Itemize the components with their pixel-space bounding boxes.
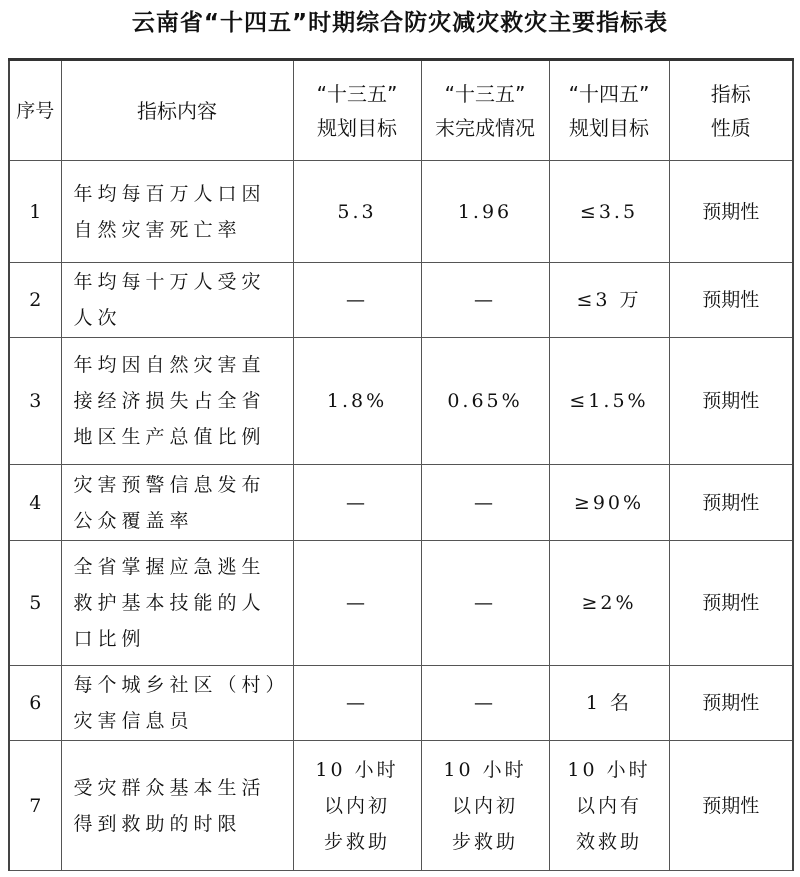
cell-line: 年均因自然灾害直: [73, 354, 266, 376]
cell-content: [61, 541, 293, 666]
cell-line: 10 小时: [443, 758, 527, 781]
cell-line: ≥2%: [581, 592, 637, 614]
cell-result-13th: [421, 666, 549, 741]
cell-line: 接经济损失占全省: [73, 390, 266, 412]
table-row: [9, 666, 793, 741]
cell-plan-13th: [293, 666, 421, 741]
cell-line: 效救助: [575, 830, 642, 853]
cell-line: 救护基本技能的人: [73, 592, 266, 614]
cell-line: 1.96: [457, 200, 513, 223]
cell-line: 灾害信息员: [73, 710, 194, 732]
cell-line: 自然灾害死亡率: [73, 218, 242, 241]
cell-content: [61, 465, 293, 541]
table-row: [9, 263, 793, 338]
cell-index: 1: [9, 161, 61, 263]
cell-content: [61, 161, 293, 263]
header-line: “十三五”: [316, 81, 398, 106]
cell-line: 得到救助的时限: [73, 812, 242, 835]
table-header-row: [9, 60, 793, 161]
cell-line: 以内初: [451, 794, 518, 817]
cell-nature: 预期性: [669, 741, 793, 871]
header-index: [9, 60, 61, 161]
cell-result-13th: [421, 263, 549, 338]
cell-index: 2: [9, 263, 61, 338]
cell-plan-14th: [549, 465, 669, 541]
cell-plan-14th: [549, 541, 669, 666]
cell-line: 灾害预警信息发布: [73, 473, 266, 496]
cell-line: 公众覆盖率: [73, 509, 194, 532]
header-nature: [669, 60, 793, 161]
cell-content: [61, 741, 293, 871]
cell-line: 10 小时: [567, 758, 651, 781]
cell-line: 步救助: [323, 830, 390, 853]
cell-index: 3: [9, 338, 61, 465]
cell-index: 4: [9, 465, 61, 541]
cell-line: ≤3 万: [576, 289, 642, 311]
header-line: 规划目标: [317, 115, 397, 140]
cell-result-13th: [421, 741, 549, 871]
cell-line: 5.3: [337, 200, 377, 223]
cell-plan-13th: [293, 465, 421, 541]
cell-line: 10 小时: [315, 758, 399, 781]
table-row: [9, 741, 793, 871]
cell-line: 1.8%: [326, 390, 388, 412]
header-result-13th: [421, 60, 549, 161]
indicator-table: [8, 58, 794, 871]
cell-result-13th: [421, 338, 549, 465]
header-line: 指标: [710, 81, 751, 106]
cell-plan-13th: [293, 541, 421, 666]
cell-line: 步救助: [451, 830, 518, 853]
cell-content: [61, 263, 293, 338]
cell-result-13th: [421, 161, 549, 263]
cell-nature: 预期性: [669, 666, 793, 741]
cell-nature: 预期性: [669, 465, 793, 541]
cell-line: 以内有: [575, 794, 642, 817]
cell-line: —: [346, 592, 368, 614]
cell-result-13th: [421, 541, 549, 666]
cell-line: 以内初: [323, 794, 390, 817]
cell-index: 7: [9, 741, 61, 871]
cell-plan-14th: [549, 338, 669, 465]
header-line: “十三五”: [444, 81, 526, 106]
cell-plan-13th: [293, 263, 421, 338]
cell-line: —: [474, 491, 496, 514]
cell-result-13th: [421, 465, 549, 541]
header-line: 规划目标: [569, 115, 649, 140]
cell-line: 全省掌握应急逃生: [73, 556, 266, 578]
cell-line: ≤1.5%: [569, 390, 649, 412]
header-line: 性质: [710, 115, 751, 140]
header-line: 序号: [16, 99, 55, 122]
cell-nature: 预期性: [669, 541, 793, 666]
header-content: [61, 60, 293, 161]
header-plan-14th: [549, 60, 669, 161]
cell-nature: 预期性: [669, 263, 793, 338]
cell-plan-14th: [549, 161, 669, 263]
cell-line: 1 名: [585, 692, 633, 714]
cell-index: 5: [9, 541, 61, 666]
table-row: [9, 541, 793, 666]
cell-line: —: [346, 289, 368, 311]
cell-line: ≥90%: [573, 491, 645, 514]
cell-nature: 预期性: [669, 338, 793, 465]
cell-plan-14th: [549, 666, 669, 741]
cell-plan-14th: [549, 741, 669, 871]
cell-line: 受灾群众基本生活: [73, 776, 266, 799]
cell-line: —: [474, 592, 496, 614]
cell-line: —: [346, 692, 368, 714]
header-line: 末完成情况: [435, 115, 535, 140]
cell-plan-13th: [293, 338, 421, 465]
table-row: [9, 161, 793, 263]
cell-line: 口比例: [73, 628, 146, 650]
cell-line: 人次: [73, 307, 122, 329]
cell-line: 0.65%: [447, 390, 523, 412]
cell-line: 地区生产总值比例: [73, 426, 266, 448]
cell-plan-14th: [549, 263, 669, 338]
cell-content: [61, 338, 293, 465]
document-title: 云南省“十四五”时期综合防灾减灾救灾主要指标表: [131, 10, 669, 36]
cell-nature: 预期性: [669, 161, 793, 263]
cell-line: —: [474, 692, 496, 714]
header-line: “十四五”: [568, 81, 650, 106]
cell-line: 年均每百万人口因: [73, 182, 266, 205]
cell-content: [61, 666, 293, 741]
table-row: [9, 338, 793, 465]
header-line: 指标内容: [137, 98, 217, 123]
cell-line: 年均每十万人受灾: [73, 271, 266, 293]
cell-line: 每个城乡社区（村）: [73, 674, 290, 696]
cell-line: —: [346, 491, 368, 514]
cell-plan-13th: [293, 741, 421, 871]
cell-index: 6: [9, 666, 61, 741]
cell-plan-13th: [293, 161, 421, 263]
cell-line: —: [474, 289, 496, 311]
table-row: [9, 465, 793, 541]
header-plan-13th: [293, 60, 421, 161]
cell-line: ≤3.5: [579, 200, 639, 223]
